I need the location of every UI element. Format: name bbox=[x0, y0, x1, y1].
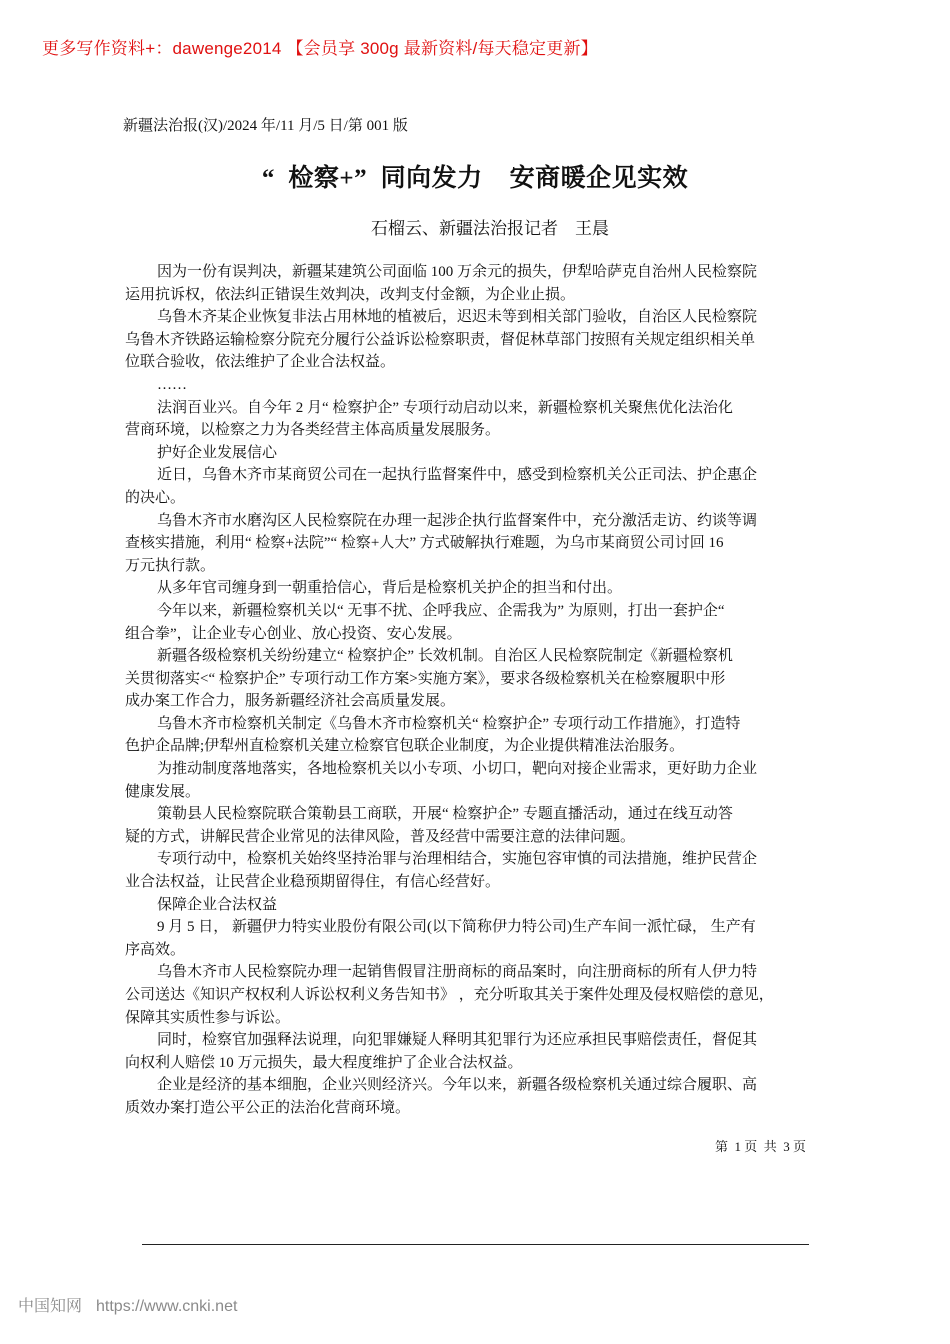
body-line: 企业是经济的基本细胞，企业兴则经济兴。今年以来，新疆各级检察机关通过综合履职、高 bbox=[157, 1077, 758, 1094]
body-line: 序高效。 bbox=[125, 941, 186, 958]
article-byline: 石榴云、新疆法治报记者 王晨 bbox=[371, 219, 609, 238]
body-line: 的决心。 bbox=[125, 489, 186, 506]
body-line: 今年以来，新疆检察机关以“ 无事不扰、企呼我应、企需我为” 为原则，打出一套护企“ bbox=[157, 602, 725, 619]
body-line: 运用抗诉权，依法纠正错误生效判决，改判支付金额，为企业止损。 bbox=[125, 286, 576, 303]
body-line: 查核实措施，利用“ 检察+法院”“ 检察+人大” 方式破解执行难题，为乌市某商贸公司讨回 16 bbox=[125, 535, 724, 552]
body-line: 乌鲁木齐市水磨沟区人民检察院在办理一起涉企执行监督案件中，充分激活走访、约谈等调 bbox=[157, 512, 758, 529]
body-line: 公司送达《知识产权权利人诉讼权利义务告知书》 ，充分听取其关于案件处理及侵权赔偿的意见， bbox=[125, 987, 774, 1003]
body-line: 万元执行款。 bbox=[125, 557, 216, 574]
body-line: …… bbox=[157, 376, 187, 393]
body-line: 乌鲁木齐市人民检察院办理一起销售假冒注册商标的商品案时，向注册商标的所有人伊力特 bbox=[157, 964, 758, 981]
article-title: “ 检察+” 同向发力 安商暖企见实效 bbox=[261, 165, 689, 192]
body-line: 近日，乌鲁木齐市某商贸公司在一起执行监督案件中，感受到检察机关公正司法、护企惠企 bbox=[157, 467, 758, 484]
body-line: 业合法权益，让民营企业稳预期留得住，有信心经营好。 bbox=[125, 874, 501, 891]
body-line: 因为一份有误判决，新疆某建筑公司面临 100 万余元的损失，伊犁哈萨克自治州人民检察院 bbox=[157, 264, 758, 280]
article-body bbox=[125, 261, 835, 1120]
footer-divider bbox=[142, 1244, 809, 1245]
body-line: 保障其实质性参与诉讼。 bbox=[125, 1009, 291, 1026]
body-line: 同时，检察官加强释法说理，向犯罪嫌疑人释明其犯罪行为还应承担民事赔偿责任，督促其 bbox=[157, 1032, 758, 1049]
body-line: 关贯彻落实<“ 检察护企” 专项行动工作方案>实施方案》，要求各级检察机关在检察履职中形 bbox=[125, 670, 726, 687]
body-line: 疑的方式，讲解民营企业常见的法律风险，普及经营中需要注意的法律问题。 bbox=[125, 828, 636, 845]
body-line: 从多年官司缠身到一朝重拾信心，背后是检察机关护企的担当和付出。 bbox=[157, 580, 623, 597]
body-line: 成办案工作合力，服务新疆经济社会高质量发展。 bbox=[125, 693, 456, 710]
body-line: 位联合验收，依法维护了企业合法权益。 bbox=[125, 354, 396, 371]
body-line: 保障企业合法权益 bbox=[157, 896, 278, 913]
body-line: 乌鲁木齐铁路运输检察分院充分履行公益诉讼检察职责，督促林草部门按照有关规定组织相关单 bbox=[125, 331, 756, 348]
body-line: 向权利人赔偿 10 万元损失，最大程度维护了企业合法权益。 bbox=[125, 1054, 523, 1071]
cnki-watermark-url: https://www.cnki.net bbox=[96, 1298, 238, 1315]
body-line: 专项行动中，检察机关始终坚持治罪与治理相结合，实施包容审慎的司法措施，维护民营企 bbox=[157, 851, 758, 868]
body-line: 乌鲁木齐某企业恢复非法占用林地的植被后，迟迟未等到相关部门验收，自治区人民检察院 bbox=[157, 309, 758, 326]
body-line: 护好企业发展信心 bbox=[157, 444, 278, 461]
body-line: 法润百业兴。自今年 2 月“ 检察护企” 专项行动启动以来，新疆检察机关聚焦优化法治化 bbox=[157, 399, 733, 416]
publication-line: 新疆法治报(汉)/2024 年/11 月/5 日/第 001 版 bbox=[123, 118, 408, 134]
body-line: 营商环境，以检察之力为各类经营主体高质量发展服务。 bbox=[125, 422, 501, 439]
body-line: 乌鲁木齐市检察机关制定《乌鲁木齐市检察机关“ 检察护企” 专项行动工作措施》，打造特 bbox=[157, 715, 741, 732]
body-line: 新疆各级检察机关纷纷建立“ 检察护企” 长效机制。自治区人民检察院制定《新疆检察机 bbox=[157, 648, 733, 665]
body-line: 为推动制度落地落实，各地检察机关以小专项、小切口，靶向对接企业需求，更好助力企业 bbox=[157, 761, 758, 778]
body-line: 健康发展。 bbox=[125, 783, 201, 800]
cnki-watermark bbox=[18, 1293, 237, 1316]
body-line: 策勒县人民检察院联合策勒县工商联，开展“ 检察护企” 专题直播活动，通过在线互动答 bbox=[157, 806, 733, 823]
body-line: 组合拳”，让企业专心创业、放心投资、安心发展。 bbox=[125, 625, 462, 642]
page-indicator: 第 1 页 共 3 页 bbox=[715, 1139, 807, 1154]
body-line: 9 月 5 日， 新疆伊力特实业股份有限公司(以下简称伊力特公司)生产车间一派忙碌， 生产有 bbox=[157, 919, 756, 936]
body-line: 色护企品牌;伊犁州直检察机关建立检察官包联企业制度，为企业提供精准法治服务。 bbox=[125, 738, 685, 755]
body-line: 质效办案打造公平公正的法治化营商环境。 bbox=[125, 1099, 411, 1116]
promo-banner: 更多写作资料+：dawenge2014 【会员享 300g 最新资料/每天稳定更新】 bbox=[42, 39, 598, 58]
cnki-watermark-name: 中国知网 bbox=[18, 1298, 83, 1315]
